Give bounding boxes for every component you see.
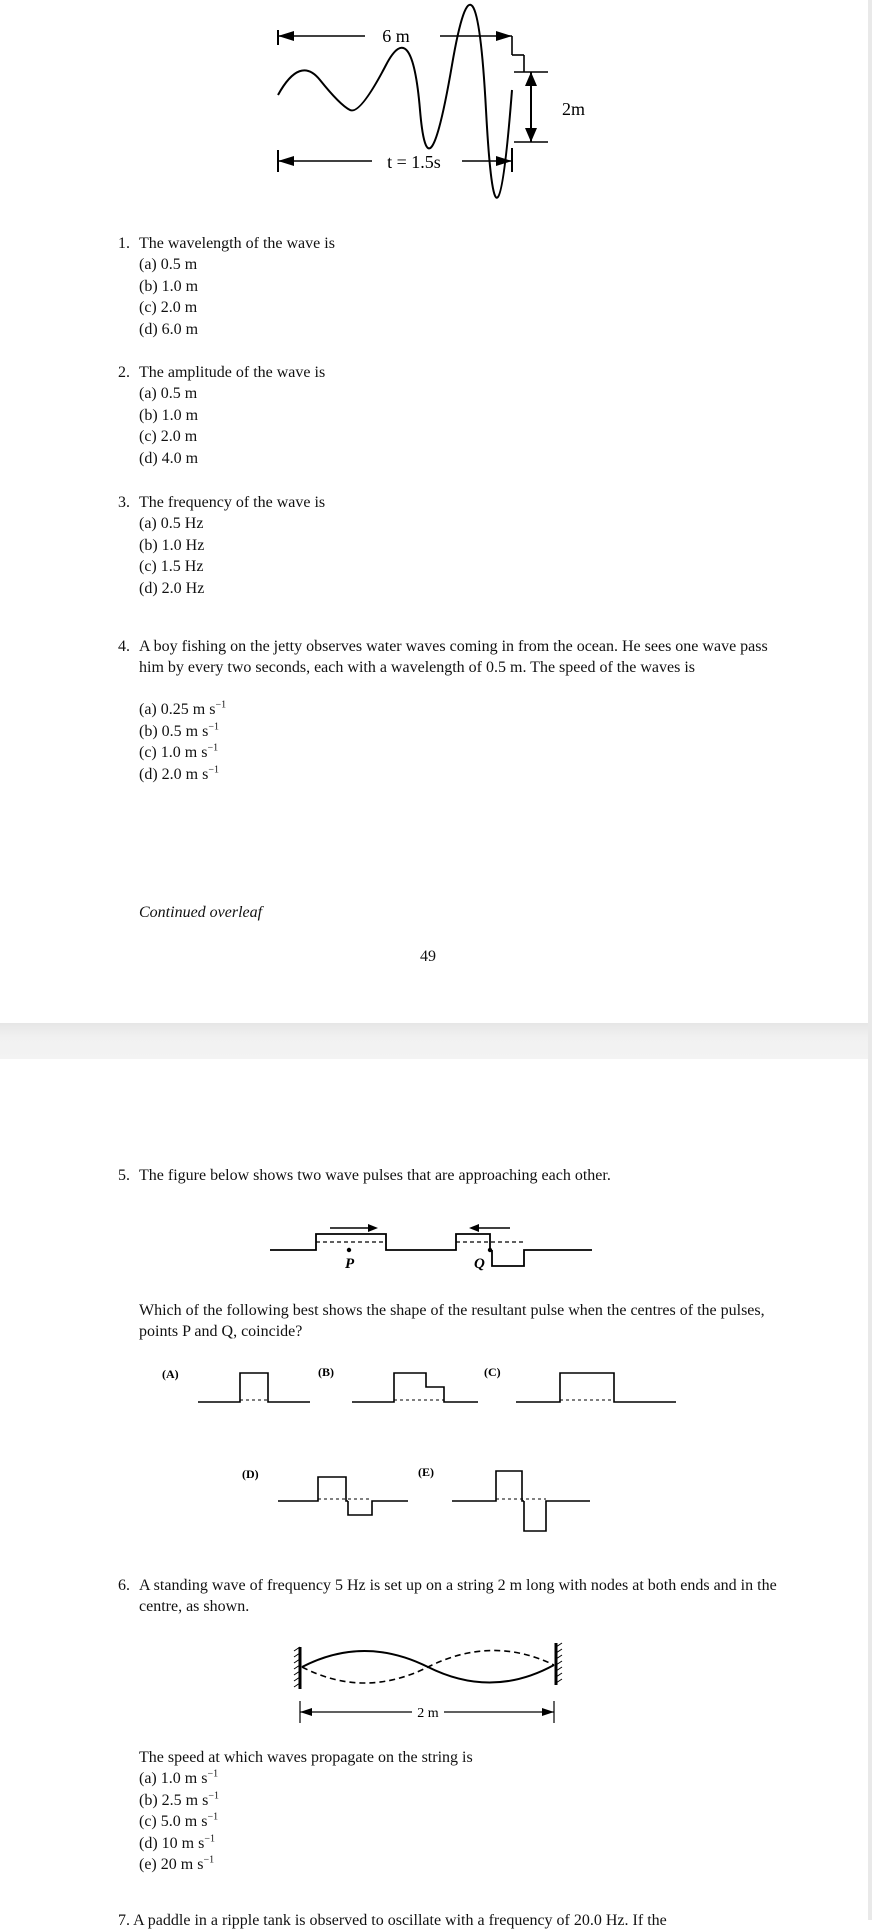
figure-top-label: 6 m — [382, 26, 410, 46]
question-text: Which of the following best shows the shape of the resultant pulse when the centres of the pulses, points P and Q, coincide? — [139, 1302, 765, 1340]
question-number: 2. — [118, 364, 130, 381]
option-b: (b) 1.0 Hz — [139, 536, 205, 554]
point-q-label: Q — [474, 1256, 485, 1272]
answer-choices-figure — [0, 1359, 872, 1539]
choice-c-label: (C) — [484, 1365, 501, 1379]
document-page-50 — [0, 1059, 872, 1929]
question-number: 6. — [118, 1577, 130, 1594]
question-stem: The amplitude of the wave is — [139, 364, 326, 381]
option-d: (d) 2.0 Hz — [139, 579, 205, 597]
option-b: (b) 1.0 m — [139, 277, 199, 295]
question-number: 5. — [118, 1167, 130, 1184]
option-c: (c) 2.0 m — [139, 428, 198, 445]
option-c: (c) 2.0 m — [139, 299, 198, 316]
figure-side-label: 2m — [562, 99, 586, 119]
question-text: The speed at which waves propagate on the string is — [139, 1749, 473, 1766]
option-b: (b) 1.0 m — [139, 406, 199, 424]
option-a: (a) 0.5 m — [139, 385, 198, 402]
option-c: (c) 1.5 Hz — [139, 558, 204, 575]
question-stem: The wavelength of the wave is — [139, 235, 335, 252]
page-number: 49 — [420, 948, 436, 965]
choice-a-label: (A) — [162, 1367, 179, 1381]
question-number: 1. — [118, 235, 130, 252]
choice-e-label: (E) — [418, 1465, 434, 1479]
choice-d-label: (D) — [242, 1467, 259, 1481]
question-stem: A boy fishing on the jetty observes water waves coming in from the ocean. He sees one wave pass him by every two seconds, each with a wavelength of 0.5 m. The speed of the waves is — [139, 638, 768, 676]
choice-b-label: (B) — [318, 1365, 334, 1379]
pulses-figure — [0, 1209, 872, 1289]
point-p-label: P — [345, 1256, 355, 1272]
option-e: (e) 20 m $s^{-1}$ — [139, 1854, 215, 1873]
question-7-partial: 7. A paddle in a ripple tank is observed to oscillate with a frequency of 20.0 Hz. If the — [118, 1912, 667, 1929]
option-d: (d) 2.0 m $s^{-1}$ — [139, 764, 219, 783]
option-a: (a) 0.5 m — [139, 256, 198, 273]
question-stem: The figure below shows two wave pulses that are approaching each other. — [139, 1167, 611, 1184]
option-b: (b) 0.5 m $s^{-1}$ — [139, 721, 219, 740]
option-d: (d) 4.0 m — [139, 449, 199, 467]
question-number: 3. — [118, 494, 130, 511]
option-c: (c) 1.0 m $s^{-1}$ — [139, 742, 219, 761]
option-a: (a) 0.5 Hz — [139, 515, 204, 532]
continued-overleaf-note: Continued overleaf — [139, 904, 263, 921]
option-a: (a) 1.0 m $s^{-1}$ — [139, 1768, 219, 1787]
option-a: (a) 0.25 m $s^{-1}$ — [139, 699, 227, 718]
page-separator — [0, 1023, 872, 1059]
option-c: (c) 5.0 m $s^{-1}$ — [139, 1811, 219, 1830]
standing-wave-figure — [0, 1637, 872, 1737]
question-stem: A standing wave of frequency 5 Hz is set up on a string 2 m long with nodes at both ends and in the centre, as shown. — [139, 1577, 777, 1615]
question-stem: The frequency of the wave is — [139, 494, 326, 511]
wave-figure — [0, 0, 872, 190]
scrollbar[interactable] — [868, 0, 872, 1920]
string-length-label: 2 m — [417, 1706, 439, 1721]
option-d: (d) 6.0 m — [139, 320, 199, 338]
figure-bottom-label: t = 1.5s — [387, 152, 441, 172]
option-b: (b) 2.5 m $s^{-1}$ — [139, 1790, 219, 1809]
question-number: 4. — [118, 638, 130, 655]
option-d: (d) 10 m $s^{-1}$ — [139, 1833, 215, 1852]
